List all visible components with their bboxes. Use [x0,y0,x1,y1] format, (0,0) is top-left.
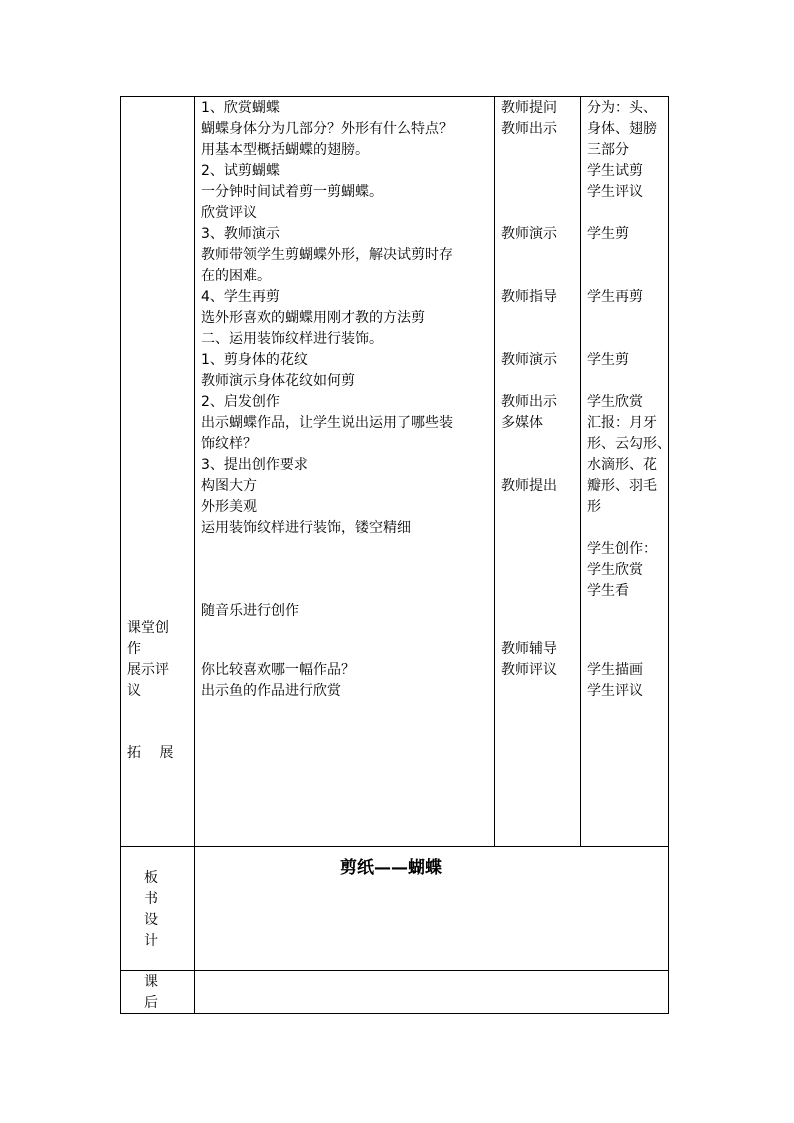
after-label-char: 课 [144,974,158,990]
table-divider-teacher [494,96,495,846]
content-line: 外形美观 [201,499,257,515]
table-divider-label [194,96,195,1014]
student-activity-line: 学生试剪 [587,163,643,179]
after-label-char: 后 [144,995,158,1011]
table-divider-after [120,970,669,971]
table-border-right [668,96,669,1014]
board-label-char: 设 [144,912,158,928]
content-line: 你比较喜欢哪一幅作品？ [201,662,355,678]
content-line: 二、运用装饰纹样进行装饰。 [201,331,383,347]
board-label-char: 书 [144,891,158,907]
content-line: 1、欣赏蝴蝶 [201,100,280,116]
teacher-activity-line: 多媒体 [501,415,543,431]
student-activity-line: 学生剪 [587,352,629,368]
teacher-activity-line: 教师提出 [501,478,557,494]
content-line: 在的困难。 [201,268,271,284]
content-line: 出示鱼的作品进行欣赏 [201,683,341,699]
content-line: 出示蝴蝶作品，让学生说出运用了哪些装 [201,415,453,431]
student-activity-line: 汇报：月牙 [587,415,657,431]
student-activity-line: 学生再剪 [587,289,643,305]
table-border-bottom [120,1013,669,1014]
content-line: 2、试剪蝴蝶 [201,163,280,179]
student-activity-line: 学生描画 [587,662,643,678]
student-activity-line: 形、云勾形、 [587,436,671,452]
content-line: 一分钟时间试着剪一剪蝴蝶。 [201,184,383,200]
table-border-top [120,96,669,97]
content-line: 运用装饰纹样进行装饰，镂空精细 [201,520,411,536]
table-divider-student [580,96,581,846]
student-activity-line: 形 [587,499,601,515]
teacher-activity-line: 教师指导 [501,289,557,305]
student-activity-line: 学生评议 [587,184,643,200]
table-divider-board [120,846,669,847]
board-label-char: 板 [144,870,158,886]
table-border-left [120,96,121,1014]
teacher-activity-line: 教师提问 [501,100,557,116]
student-activity-line: 学生看 [587,583,629,599]
content-line: 欣赏评议 [201,205,257,221]
student-activity-line: 学生创作： [587,541,657,557]
content-line: 构图大方 [201,478,257,494]
student-activity-line: 学生评议 [587,683,643,699]
content-line: 4、学生再剪 [201,289,280,305]
teacher-activity-line: 教师出示 [501,394,557,410]
content-line: 2、启发创作 [201,394,280,410]
content-line: 随音乐进行创作 [201,603,299,619]
student-activity-line: 水滴形、花 [587,457,657,473]
teacher-activity-line: 教师辅导 [501,641,557,657]
content-line: 3、提出创作要求 [201,457,308,473]
student-activity-line: 学生剪 [587,226,629,242]
student-activity-line: 学生欣赏 [587,562,643,578]
left-label-line: 展示评 [127,662,169,678]
left-label-line: 课堂创 [127,620,169,636]
content-line: 蝴蝶身体分为几部分？外形有什么特点？ [201,121,453,137]
student-activity-line: 身体、翅膀 [587,121,657,137]
content-line: 教师带领学生剪蝴蝶外形，解决试剪时存 [201,247,453,263]
content-line: 教师演示身体花纹如何剪 [201,373,355,389]
content-line: 选外形喜欢的蝴蝶用刚才教的方法剪 [201,310,425,326]
student-activity-line: 学生欣赏 [587,394,643,410]
left-label-line: 拓 展 [127,745,174,761]
teacher-activity-line: 教师演示 [501,226,557,242]
student-activity-line: 三部分 [587,142,629,158]
content-line: 1、剪身体的花纹 [201,352,308,368]
student-activity-line: 瓣形、羽毛 [587,478,657,494]
teacher-activity-line: 教师出示 [501,121,557,137]
teacher-activity-line: 教师演示 [501,352,557,368]
teacher-activity-line: 教师评议 [501,662,557,678]
left-label-line: 作 [127,641,141,657]
left-label-line: 议 [127,683,141,699]
board-label-char: 计 [144,933,158,949]
student-activity-line: 分为：头、 [587,100,657,116]
content-line: 饰纹样？ [201,436,257,452]
content-line: 用基本型概括蝴蝶的翅膀。 [201,142,369,158]
board-title: 剪纸——蝴蝶 [340,858,442,878]
content-line: 3、教师演示 [201,226,280,242]
